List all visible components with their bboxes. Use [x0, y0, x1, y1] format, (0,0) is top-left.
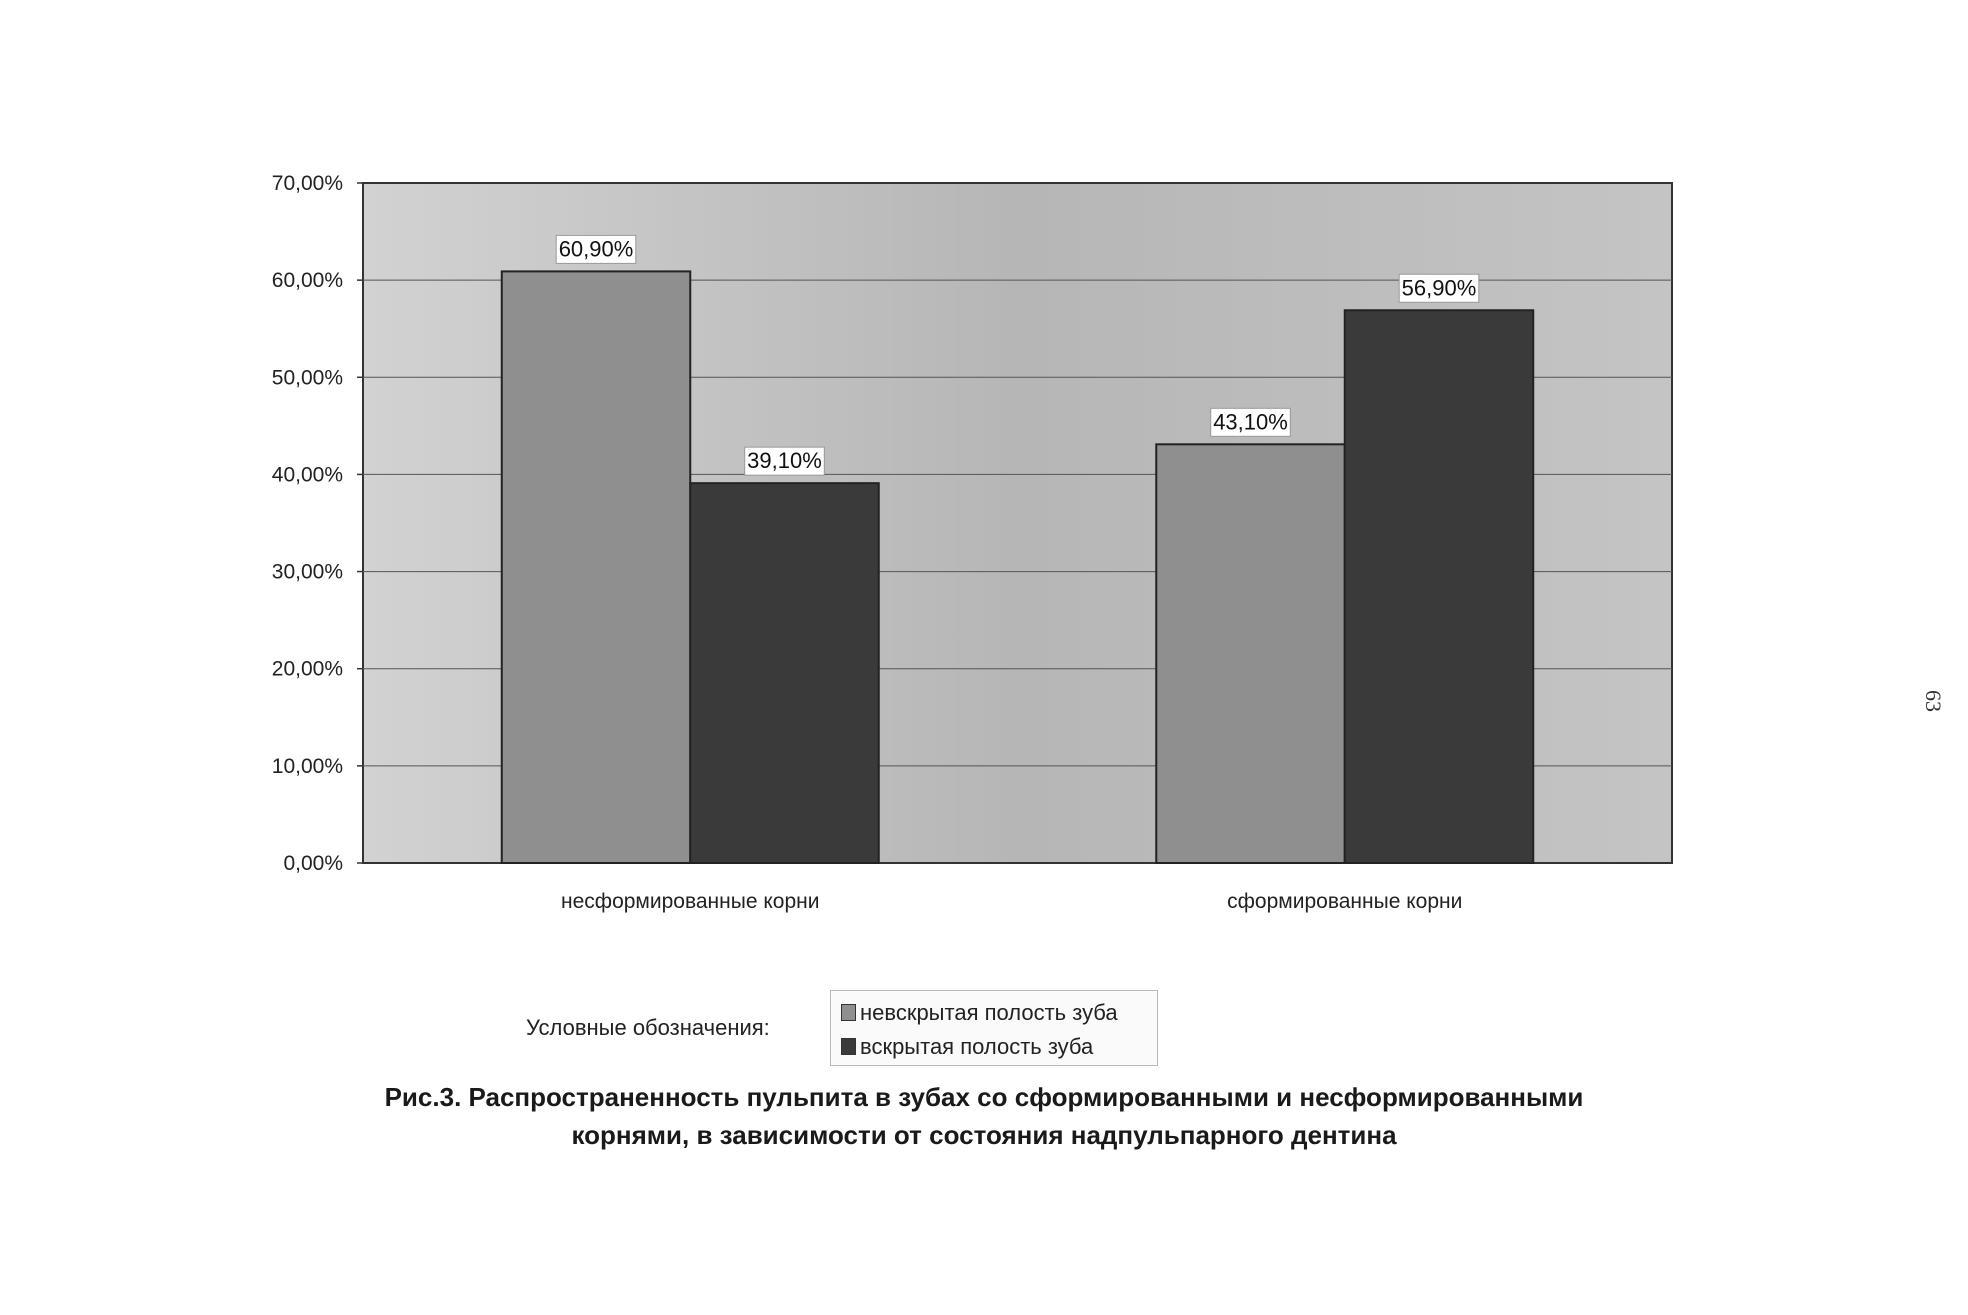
y-tick-label: 30,00%	[271, 560, 343, 584]
y-tick-label: 50,00%	[271, 366, 343, 390]
legend	[830, 990, 1158, 1066]
legend-label: вскрытая полость зуба	[860, 1034, 1094, 1059]
y-tick-label: 70,00%	[271, 172, 343, 195]
page-number: 63	[1921, 690, 1946, 712]
y-tick-label: 40,00%	[271, 463, 343, 487]
legend-item	[841, 1033, 1093, 1061]
figure-caption-line-1: Рис.3. Распространенность пульпита в зубах со сформированными и несформированными	[384, 1082, 1584, 1112]
data-label: 60,90%	[558, 236, 634, 262]
figure-caption	[0, 1078, 1968, 1154]
x-category-label: сформированные корни	[1227, 890, 1463, 913]
legend-swatch-unopened	[841, 1004, 856, 1021]
bar	[1345, 310, 1533, 863]
data-label: 56,90%	[1401, 275, 1477, 301]
bar	[690, 483, 878, 863]
legend-caption: Условные обозначения:	[526, 1015, 770, 1040]
data-label: 43,10%	[1213, 409, 1288, 435]
legend-item	[841, 999, 1118, 1027]
x-category-label: несформированные корни	[561, 890, 820, 913]
y-tick-label: 20,00%	[271, 657, 343, 681]
legend-swatch-opened	[841, 1038, 856, 1055]
bar	[502, 271, 690, 863]
y-tick-label: 0,00%	[283, 852, 343, 875]
y-axis-ticks	[272, 172, 363, 875]
legend-label: невскрытая полость зуба	[860, 1000, 1118, 1025]
figure-caption-line-2: корнями, в зависимости от состояния надпульпарного дентина	[571, 1120, 1397, 1150]
y-tick-label: 10,00%	[271, 754, 343, 778]
bar	[1156, 444, 1344, 863]
y-tick-label: 60,00%	[271, 269, 343, 293]
x-axis-categories	[561, 890, 1462, 913]
data-label: 39,10%	[747, 448, 822, 474]
